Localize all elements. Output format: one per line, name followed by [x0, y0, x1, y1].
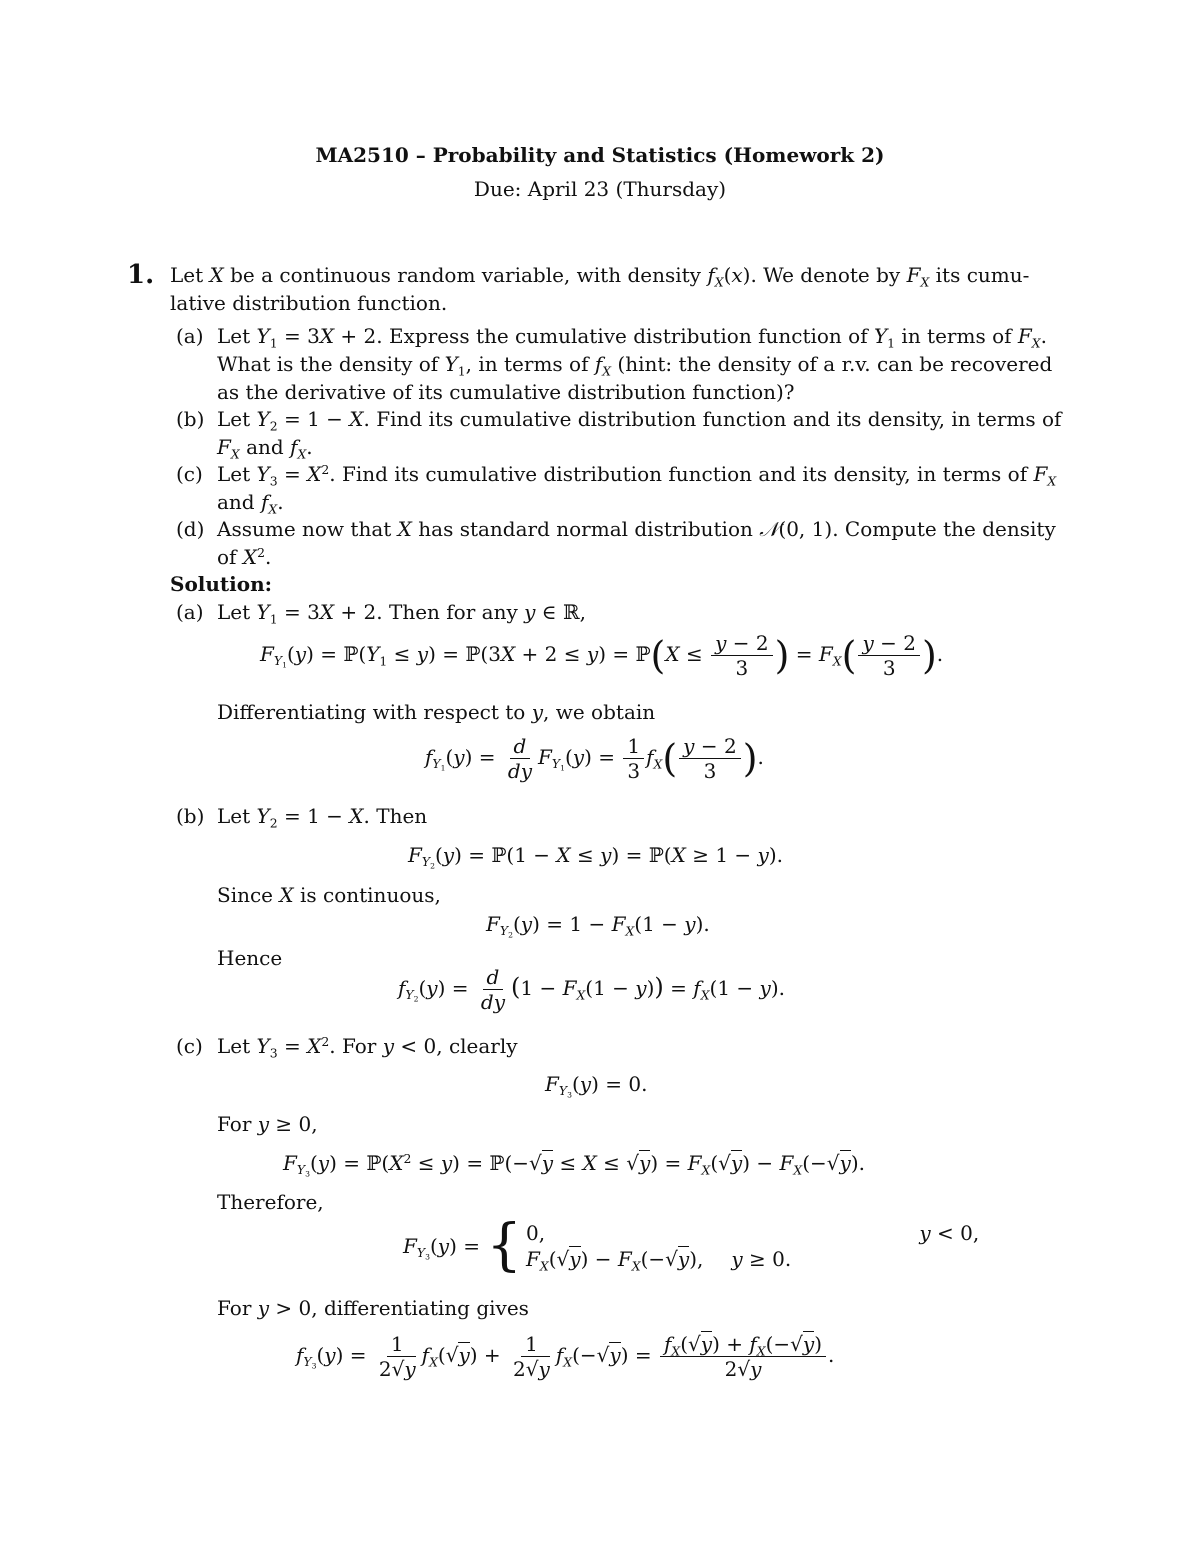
solution-b-cdf-result: $F_{Y_2}(y) = 1 - F_X(1 - y)$.: [486, 912, 710, 941]
solution-b-density-equation: $f_{Y_2}(y)$ = $\frac{d}{dy}$ $(1 - F_X(1 - y)) = f_X(1 - y)$.: [398, 965, 785, 1014]
part-a-line2: What is the density of $Y_1$, in terms of $f_X$ (hint: the density of a r.v. can be recovered: [217, 352, 1053, 379]
solution-heading: Solution:: [170, 572, 273, 596]
part-b-label: (b): [176, 407, 205, 431]
part-a-line1: Let $Y_1 = 3X + 2$. Express the cumulative distribution function of $Y_1$ in terms of $F_X$.: [217, 324, 1047, 351]
solution-c-label: (c): [176, 1034, 203, 1058]
part-d-label: (d): [176, 517, 205, 541]
problem-number: 1.: [127, 260, 155, 290]
solution-c-for-nonneg: For y ≥ 0,: [217, 1112, 318, 1136]
solution-a-diff-text: Differentiating with respect to y, we obtain: [217, 700, 656, 724]
part-d-line2: of $X^2$.: [217, 545, 272, 569]
solution-a-cdf-equation: $F_{Y_1}(y)$ = $ℙ(Y_1 \le y)$ = ℙ(3X + 2 ≤ y) = ℙ(X ≤ $\frac{y - 2}{3}$ ) = $F_X$( $\frac{y - 2}{3}$ ).: [260, 631, 944, 680]
page-title: MA2510 – Probability and Statistics (Homework 2): [315, 143, 885, 167]
solution-b-cdf-equation: $F_{Y_2}(y)$ = ℙ(1 − X ≤ y) = ℙ(X ≥ 1 − y).: [408, 843, 783, 872]
solution-a-label: (a): [176, 600, 204, 624]
solution-a-density-equation: $f_{Y_1}(y)$ = $\frac{d}{dy}$ $F_{Y_1}(y)$ = $\frac{1}{3}$ $f_X$( $\frac{y - 2}{3}$ ).: [425, 734, 764, 783]
problem-intro-line1: Let X be a continuous random variable, with density $f_X(x)$. We denote by $F_X$ its cumu-: [170, 263, 1030, 290]
part-d-line1: Assume now that X has standard normal distribution 𝒩(0, 1). Compute the density: [217, 517, 1056, 541]
solution-c-for-pos: For y > 0, differentiating gives: [217, 1296, 529, 1320]
solution-c-density-equation: $f_{Y_3}(y)$ = $\frac{1}{2√y}$ $f_X(√y)$ + $\frac{1}{2√y}$ $f_X(-√y)$ = $\frac{f_X(√y) + f_X(-√y)}{2√y}$ .: [296, 1332, 835, 1381]
part-c-line1: Let $Y_3 = X^2$. Find its cumulative distribution function and its density, in terms of $F_X$: [217, 462, 1057, 489]
part-b-line2: $F_X$ and $f_X$.: [217, 435, 313, 462]
solution-c-piecewise: $F_{Y_3}(y)$ = { 0, y < 0, $F_X(√y) - F_X(-√y)$, y ≥ 0.: [403, 1213, 980, 1278]
part-a-line3: as the derivative of its cumulative distribution function)?: [217, 380, 795, 404]
solution-c-therefore: Therefore,: [217, 1190, 324, 1214]
part-c-label: (c): [176, 462, 203, 486]
solution-b-hence: Hence: [217, 946, 283, 970]
solution-b-since: Since X is continuous,: [217, 883, 441, 907]
solution-c-cdf-equation: $F_{Y_3}(y)$ = $ℙ(X^2 \le y)$ = ℙ(−√y ≤ $X \le √y) = F_X(√y) - F_X(-√y)$.: [283, 1151, 866, 1180]
due-date: Due: April 23 (Thursday): [473, 177, 727, 201]
solution-b-line: Let $Y_2 = 1 - X$. Then: [217, 804, 428, 831]
solution-a-line: Let $Y_1 = 3X + 2$. Then for any y ∈ ℝ,: [217, 600, 586, 627]
part-a-label: (a): [176, 324, 204, 348]
solution-c-line: Let $Y_3 = X^2$. For y < 0, clearly: [217, 1034, 518, 1061]
part-c-line2: and $f_X$.: [217, 490, 284, 517]
problem-intro-line2: lative distribution function.: [170, 291, 448, 315]
solution-b-label: (b): [176, 804, 205, 828]
part-b-line1: Let $Y_2 = 1 - X$. Find its cumulative distribution function and its density, in terms of: [217, 407, 1062, 434]
solution-c-zero: $F_{Y_3}(y) = 0$.: [545, 1072, 648, 1101]
